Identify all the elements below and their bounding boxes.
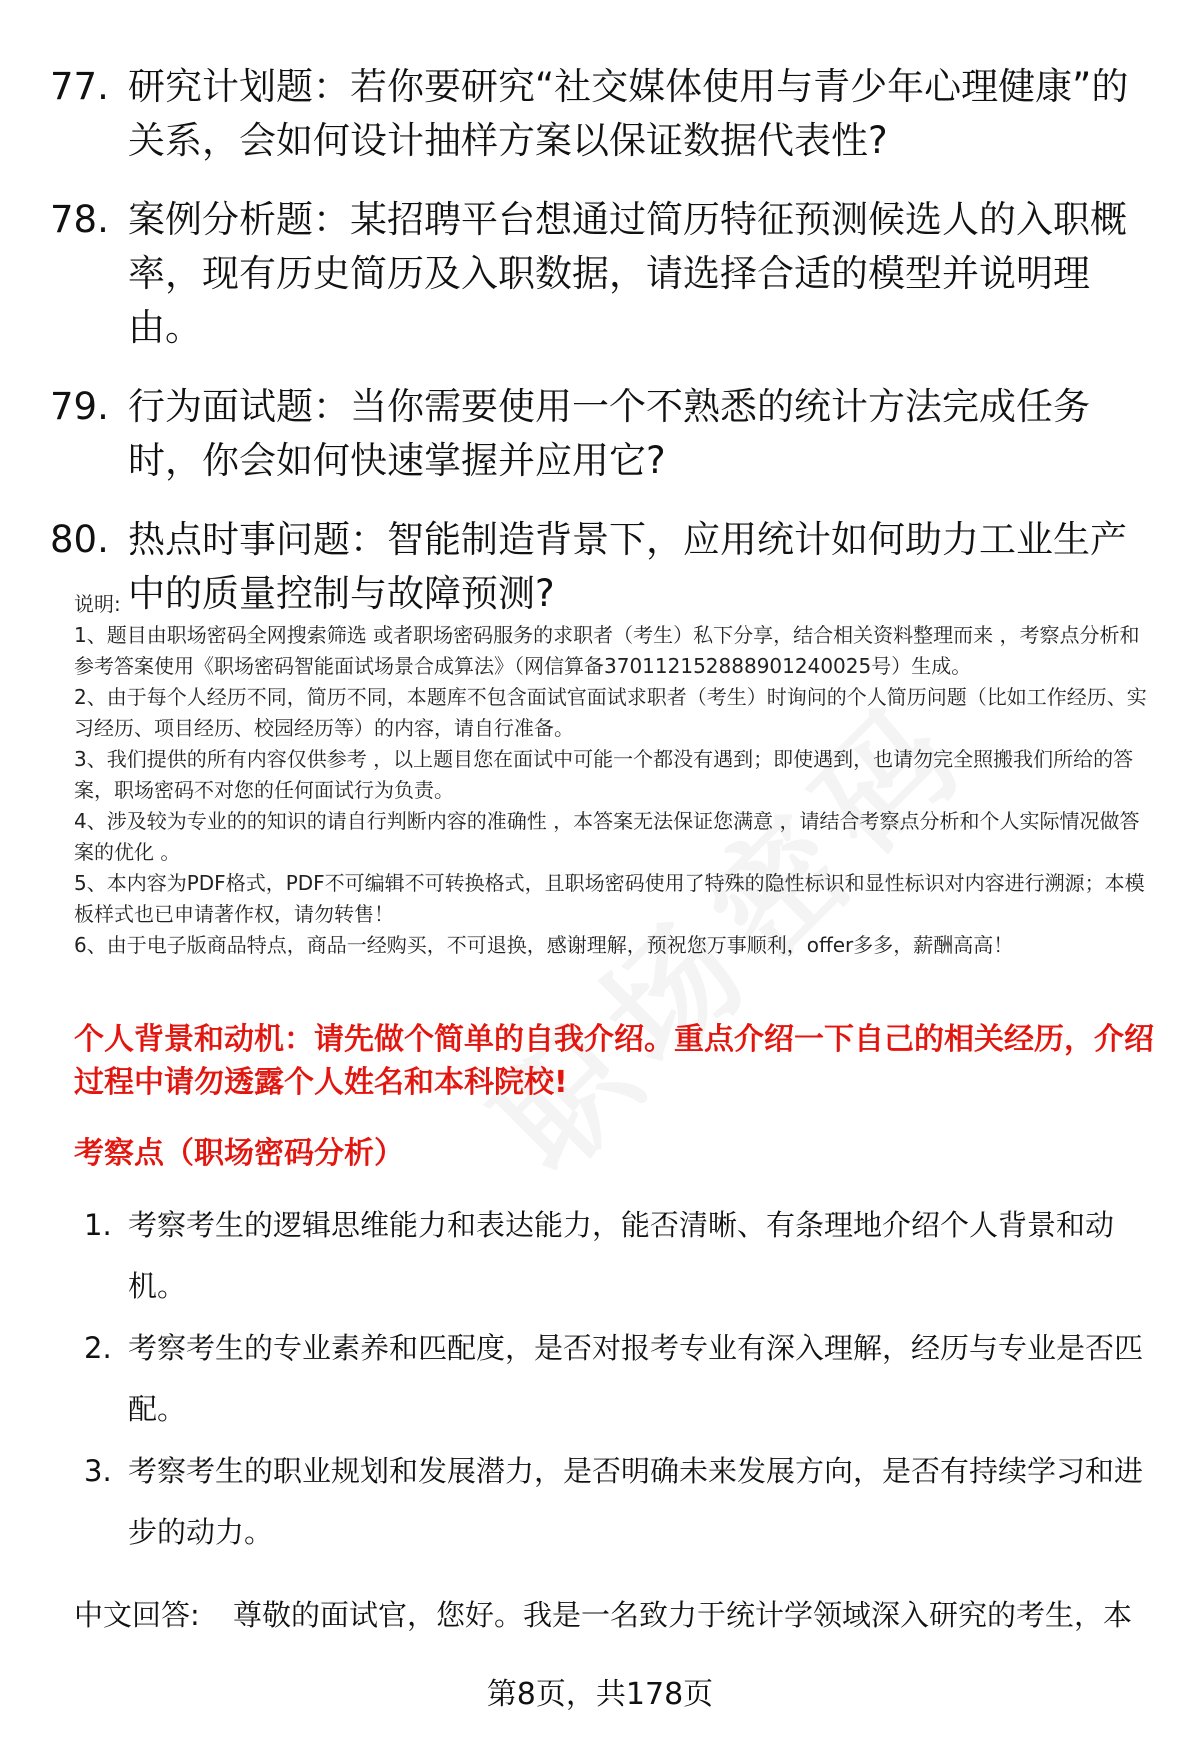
question-item — [50, 193, 1150, 355]
analysis-point — [84, 1441, 1154, 1563]
question-text: 热点时事问题：智能制造背景下，应用统计如何助力工业生产中的质量控制与故障预测? — [128, 518, 1127, 615]
question-number: 77. — [50, 65, 109, 108]
question-text: 研究计划题：若你要研究“社交媒体使用与青少年心理健康”的关系，会如何设计抽样方案以保证数据代表性? — [128, 65, 1129, 162]
notice-item: 2、由于每个人经历不同，简历不同，本题库不包含面试官面试求职者（考生）时询问的个人简历问题（比如工作经历、实习经历、项目经历、校园经历等）的内容，请自行准备。 — [74, 685, 1147, 740]
point-number: 3. — [84, 1454, 112, 1488]
analysis-point-list — [84, 1195, 1154, 1564]
question-number: 80. — [50, 518, 109, 561]
question-text: 行为面试题：当你需要使用一个不熟悉的统计方法完成任务时，你会如何快速掌握并应用它? — [128, 385, 1090, 482]
notice-item: 5、本内容为PDF格式，PDF不可编辑不可转换格式，且职场密码使用了特殊的隐性标识和显性标识对内容进行溯源；本模板样式也已申请著作权，请勿转售！ — [74, 871, 1145, 926]
notice-block — [74, 589, 1159, 961]
answer-text: 尊敬的面试官，您好。我是一名致力于统计学领域深入研究的考生，本 — [233, 1598, 1133, 1632]
analysis-point — [84, 1318, 1154, 1440]
section-heading-motive: 个人背景和动机：请先做个简单的自我介绍。重点介绍一下自己的相关经历，介绍过程中请勿透露个人姓名和本科院校! — [74, 1022, 1154, 1100]
point-text: 考察考生的逻辑思维能力和表达能力，能否清晰、有条理地介绍个人背景和动机。 — [128, 1208, 1115, 1303]
section-heading-points: 考察点（职场密码分析） — [74, 1136, 404, 1171]
point-text: 考察考生的职业规划和发展潜力，是否明确未来发展方向，是否有持续学习和进步的动力。 — [128, 1454, 1144, 1549]
notice-item: 4、涉及较为专业的的知识的请自行判断内容的准确性 ，本答案无法保证您满意 ，请结合考察点分析和个人实际情况做答案的优化 。 — [74, 809, 1140, 864]
point-text: 考察考生的专业素养和匹配度，是否对报考专业有深入理解，经历与专业是否匹配。 — [128, 1331, 1144, 1426]
question-list — [50, 60, 1150, 646]
question-number: 78. — [50, 198, 109, 241]
analysis-point — [84, 1195, 1154, 1317]
page-number: 第8页，共178页 — [486, 1677, 714, 1712]
question-item — [50, 60, 1150, 168]
notice-item: 3、我们提供的所有内容仅供参考 ，以上题目您在面试中可能一个都没有遇到；即使遇到，也请勿完全照搬我们所给的答案，职场密码不对您的任何面试行为负责。 — [74, 747, 1134, 802]
point-number: 1. — [84, 1208, 112, 1242]
question-number: 79. — [50, 385, 109, 428]
notice-item: 6、由于电子版商品特点，商品一经购买，不可退换，感谢理解，预祝您万事顺利，offer多多，薪酬高高！ — [74, 933, 1014, 957]
question-text: 案例分析题：某招聘平台想通过简历特征预测候选人的入职概率，现有历史简历及入职数据，请选择合适的模型并说明理由。 — [128, 198, 1127, 349]
answer-paragraph — [74, 1593, 1164, 1637]
answer-label: 中文回答: — [74, 1598, 200, 1632]
point-number: 2. — [84, 1331, 112, 1365]
notice-item: 1、题目由职场密码全网搜索筛选 或者职场密码服务的求职者（考生）私下分享，结合相关资料整理而来 ，考察点分析和参考答案使用《职场密码智能面试场景合成算法》（网信算备370112152888901240025号）生成。 — [74, 623, 1140, 678]
notice-title: 说明: — [74, 592, 121, 616]
question-item — [50, 380, 1150, 488]
